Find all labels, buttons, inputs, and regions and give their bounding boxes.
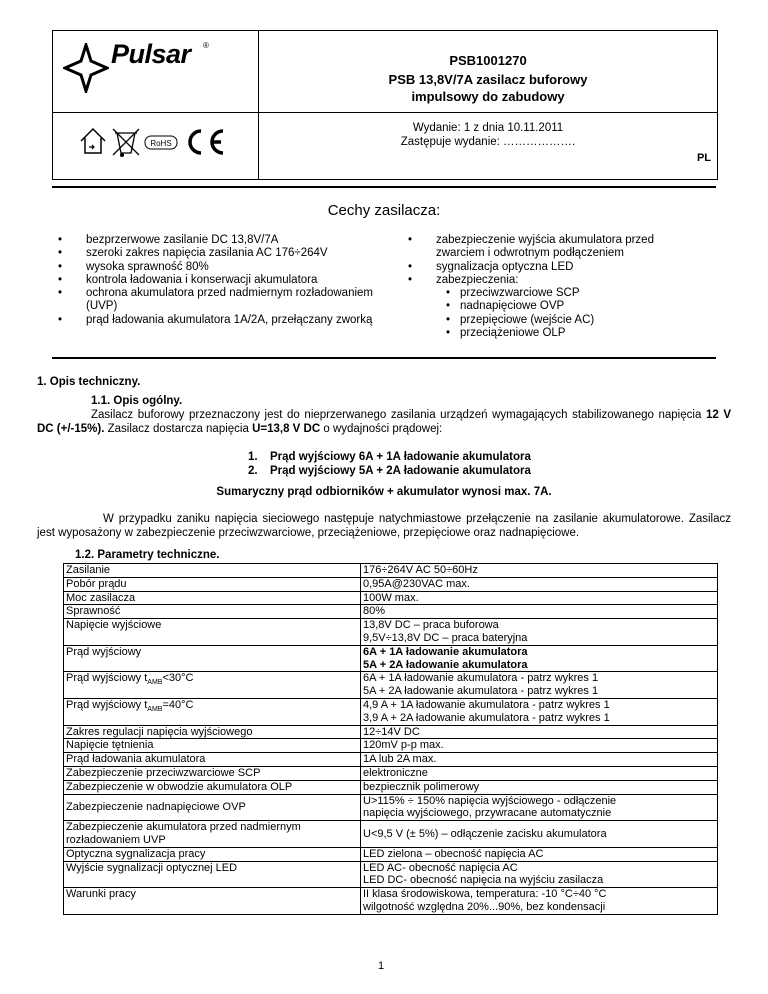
parameter-label: Napięcie tętnienia [64,739,361,753]
subsection-heading: 1.1. Opis ogólny. [91,395,183,407]
parameter-row [64,645,718,672]
header-table [52,30,718,180]
title-line-1: PSB 13,8V/7A zasilacz buforowy [388,72,588,87]
protection-item: • nadnapięciowe OVP [436,300,702,313]
language-code: PL [696,152,711,164]
parameter-label: Zasilanie [64,564,361,578]
parameter-label: Zabezpieczenie akumulatora przed nadmiernym rozładowaniem UVP [64,821,361,848]
parameter-label: Zakres regulacji napięcia wyjściowego [64,725,361,739]
parameter-value: 6A + 1A ładowanie akumulatora - patrz wykres 1 5A + 2A ładowanie akumulatora - patrz wykres 1 [361,672,718,699]
parameter-row [64,591,718,605]
indoor-house-icon [81,129,105,153]
features-list-left [52,234,382,327]
feature-item: • bezprzerwowe zasilanie DC 13,8V/7A [52,234,382,247]
section-heading: 1. Opis techniczny. [37,376,141,388]
parameter-value: U>115% ÷ 150% napięcia wyjściowego - odłączenie napięcia wyjściowego, przywracane automatycznie [361,794,718,821]
parameters-table [63,563,718,915]
parameter-label: Prąd wyjściowy $t_{AMB}<30^\circ C$ [64,672,361,699]
current-option: 1. Prąd wyjściowy 6A + 1A ładowanie akumulatora [248,451,531,463]
parameter-value: U<9,5 V (± 5%) – odłączenie zacisku akumulatora [361,821,718,848]
protection-item: • przeciążeniowe OLP [436,327,702,340]
parameter-label: Prąd wyjściowy [64,645,361,672]
rohs-icon [145,136,177,149]
general-description: Zasilacz buforowy przeznaczony jest do nieprzerwanego zasilania urządzeń wymagających stabilizowanego napięcia 12 V DC (+/-15%). Zasilacz dostarcza napięcia U=13,8 V DC o wydajności prądowej: [37,409,731,435]
parameter-label: Zabezpieczenie nadnapięciowe OVP [64,794,361,821]
parameter-label: Moc zasilacza [64,591,361,605]
parameter-row [64,861,718,888]
certification-icons [77,123,237,162]
parameter-label: Prąd wyjściowy $t_{AMB}=40^\circ C$ [64,698,361,725]
replaces-issue: Zastępuje wydanie: ………………. [400,136,576,148]
pulsar-logo-icon [63,43,109,93]
current-option: 2. Prąd wyjściowy 5A + 2A ładowanie akumulatora [248,465,531,477]
ce-mark-icon [190,131,223,153]
parameter-label: Warunki pracy [64,888,361,915]
parameter-row [64,888,718,915]
feature-item [402,274,702,340]
issue-info [259,121,717,149]
feature-item: • ochrona akumulatora przed nadmiernym rozładowaniem (UVP) [52,287,382,314]
protection-item: • przeciwzwarciowe SCP [436,287,702,300]
features-title: Cechy zasilacza: [327,202,441,219]
logo-registered-mark: ® [203,41,209,50]
parameter-row [64,577,718,591]
parameter-value: II klasa środowiskowa, temperatura: -10 °C÷40 °C wilgotność względna 20%...90%, bez kondensacji [361,888,718,915]
parameter-value: 1A lub 2A max. [361,753,718,767]
parameter-value: 13,8V DC – praca buforowa 9,5V÷13,8V DC – praca bateryjna [361,619,718,646]
parameter-value: 0,95A@230VAC max. [361,577,718,591]
protections-list [436,287,702,340]
parameter-row [64,739,718,753]
header-divider-horizontal [53,112,717,113]
features-list-right [402,234,702,340]
parameter-value: 176÷264V AC 50÷60Hz [361,564,718,578]
feature-item: • zabezpieczenie wyjścia akumulatora przed zwarciem i odwrotnym podłączeniem [402,234,702,261]
parameter-label: Prąd ładowania akumulatora [64,753,361,767]
document-code: PSB1001270 [449,53,527,68]
rohs-label: RoHS [150,139,172,148]
parameter-value: 12÷14V DC [361,725,718,739]
parameter-row [64,794,718,821]
parameter-row [64,564,718,578]
parameter-label: Pobór prądu [64,577,361,591]
parameter-value: 4,9 A + 1A ładowanie akumulatora - patrz wykres 1 3,9 A + 2A ładowanie akumulatora - patrz wykres 1 [361,698,718,725]
parameter-value: elektroniczne [361,766,718,780]
issue-date: Wydanie: 1 z dnia 10.11.2011 [412,122,564,134]
parameter-row [64,766,718,780]
backup-description: W przypadku zaniku napięcia sieciowego następuje natychmiastowe przełączenie na zasilanie akumulatorowe. Zasilacz jest wyposażony w zabezpieczenie przeciwzwarciowe, przeciążeniowe, przepięciowe oraz nadnapięciowe. [37,513,731,539]
parameter-value: 100W max. [361,591,718,605]
title-line-2: impulsowy do zabudowy [411,89,565,104]
weee-bin-icon [113,129,139,157]
parameter-value: bezpiecznik polimerowy [361,780,718,794]
parameter-row [64,698,718,725]
parameter-row [64,847,718,861]
current-options-list [248,450,531,478]
feature-item: • wysoka sprawność 80% [52,261,382,274]
feature-item: • sygnalizacja optyczna LED [402,261,702,274]
parameter-value: 120mV p-p max. [361,739,718,753]
features-bottom-rule [52,357,716,359]
parameter-row [64,725,718,739]
parameter-value: LED zielona – obecność napięcia AC [361,847,718,861]
parameter-row [64,672,718,699]
parameter-row [64,619,718,646]
parameters-heading: 1.2. Parametry techniczne. [75,549,220,561]
total-current-note: Sumaryczny prąd odbiorników + akumulator wynosi max. 7A. [216,486,552,498]
parameter-row [64,780,718,794]
logo-text: Pulsar [111,39,191,69]
document-title [259,71,717,105]
feature-item: • szeroki zakres napięcia zasilania AC 176÷264V [52,247,382,260]
parameter-label: Sprawność [64,605,361,619]
parameter-label: Optyczna sygnalizacja pracy [64,847,361,861]
parameter-label: Zabezpieczenie przeciwzwarciowe SCP [64,766,361,780]
top-rule [52,186,716,188]
parameter-value: 80% [361,605,718,619]
parameter-row [64,753,718,767]
parameter-value: LED AC- obecność napięcia AC LED DC- obecność napięcia na wyjściu zasilacza [361,861,718,888]
feature-item: • prąd ładowania akumulatora 1A/2A, przełączany zworką [52,314,382,327]
parameter-label: Wyjście sygnalizacji optycznej LED [64,861,361,888]
page-number: 1 [378,960,385,972]
protection-item: • przepięciowe (wejście AC) [436,314,702,327]
parameter-row [64,821,718,848]
feature-item-label: zabezpieczenia: [436,273,519,286]
feature-item: • kontrola ładowania i konserwacji akumulatora [52,274,382,287]
parameter-label: Zabezpieczenie w obwodzie akumulatora OLP [64,780,361,794]
parameter-row [64,605,718,619]
parameter-label: Napięcie wyjściowe [64,619,361,646]
parameter-value: 6A + 1A ładowanie akumulatora 5A + 2A ładowanie akumulatora [361,645,718,672]
